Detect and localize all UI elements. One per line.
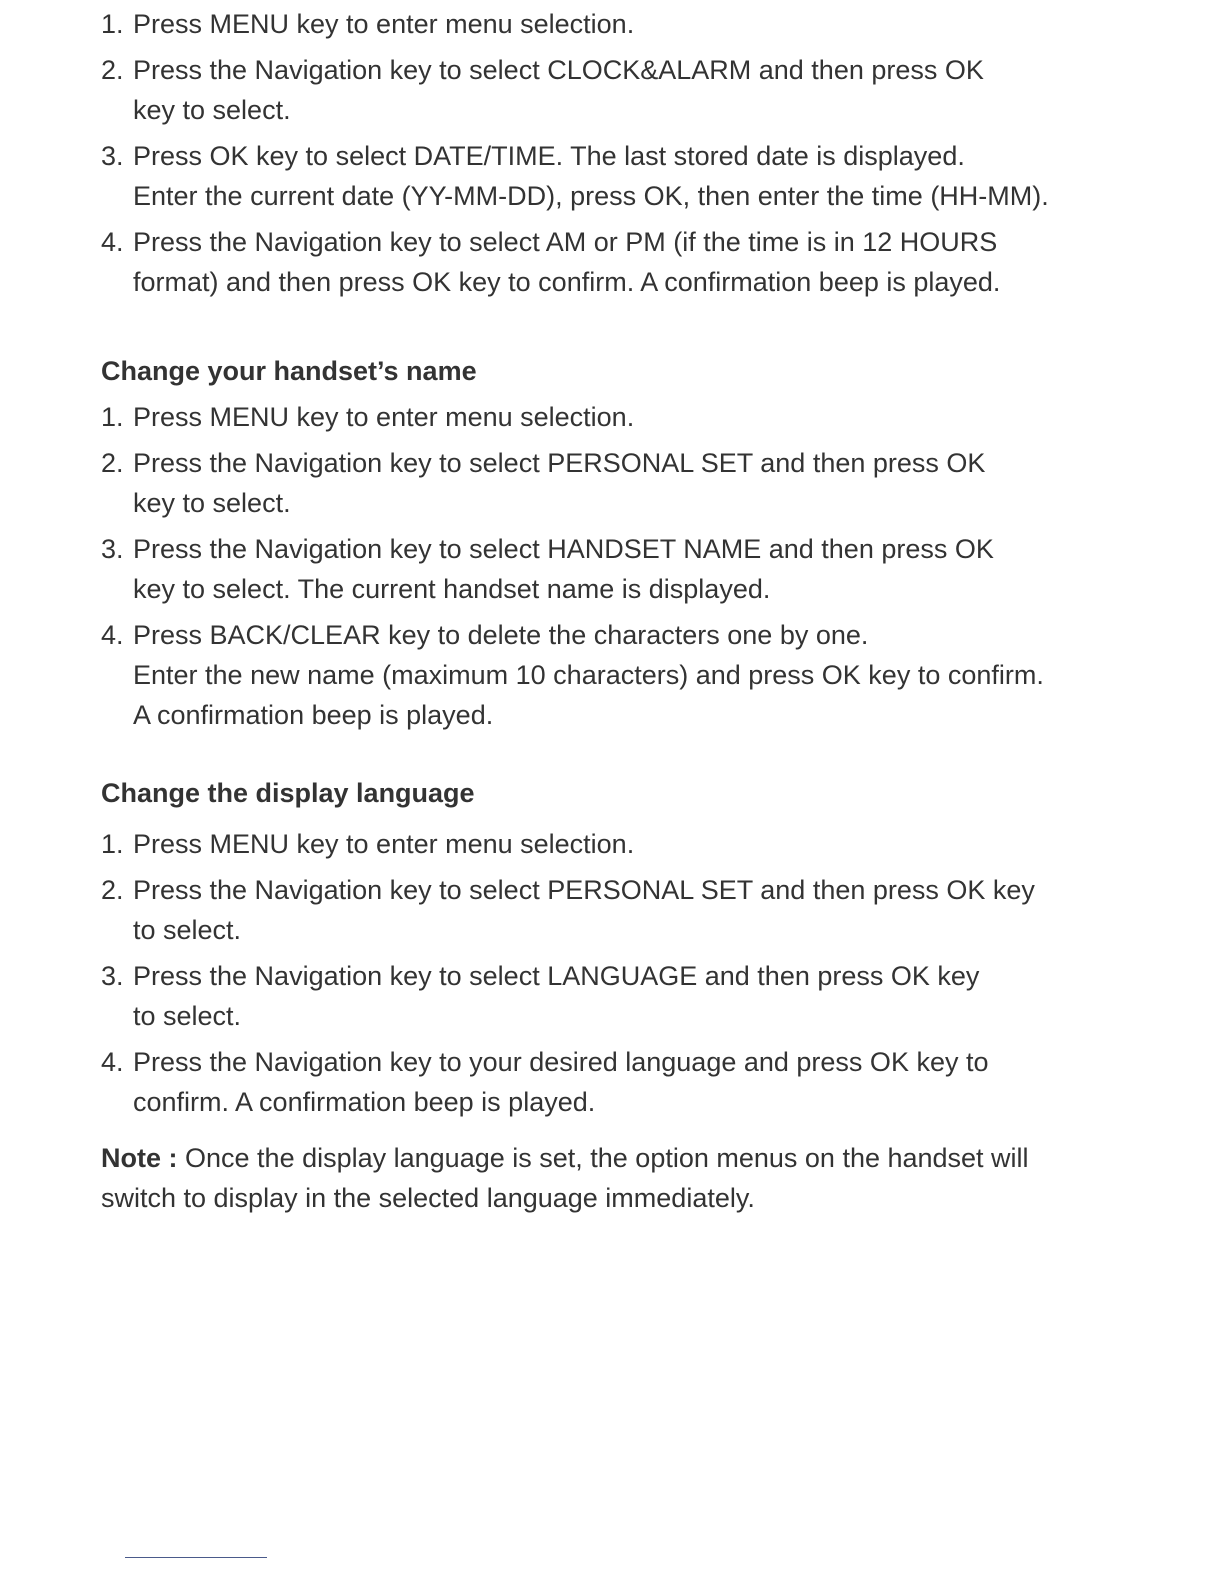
step-number: 4.: [101, 1047, 124, 1077]
language-note: [101, 1138, 1161, 1218]
step-text: format) and then press OK key to confirm. A confirmation beep is played.: [133, 267, 1001, 297]
step-number: 4.: [101, 620, 124, 650]
step-text: Press the Navigation key to your desired language and press OK key to: [133, 1047, 989, 1077]
step-number: 2.: [101, 55, 124, 85]
step-number: 1.: [101, 402, 124, 432]
step-text: Press MENU key to enter menu selection.: [133, 9, 635, 39]
date-time-step-1: [101, 4, 1161, 44]
note-text: Once the display language is set, the option menus on the handset will: [185, 1143, 1029, 1173]
step-text: Press OK key to select DATE/TIME. The last stored date is displayed.: [133, 141, 965, 171]
step-text: A confirmation beep is played.: [133, 700, 494, 730]
step-text: key to select.: [133, 95, 291, 125]
step-text: to select.: [133, 1001, 242, 1031]
step-number: 2.: [101, 875, 124, 905]
step-text: confirm. A confirmation beep is played.: [133, 1087, 596, 1117]
display-language-step-3: [101, 956, 1161, 1036]
date-time-step-3: [101, 136, 1161, 216]
step-text: key to select. The current handset name is displayed.: [133, 574, 771, 604]
step-text: Press the Navigation key to select CLOCK&ALARM and then press OK: [133, 55, 984, 85]
note-line-1: [101, 1138, 1161, 1178]
handset-name-step-1: [101, 397, 1161, 437]
step-number: 1.: [101, 9, 124, 39]
note-label: Note :: [101, 1143, 178, 1173]
step-text: Press the Navigation key to select AM or PM (if the time is in 12 HOURS: [133, 227, 998, 257]
step-text: Press the Navigation key to select LANGUAGE and then press OK key: [133, 961, 980, 991]
step-text: Press MENU key to enter menu selection.: [133, 402, 635, 432]
step-number: 3.: [101, 534, 124, 564]
step-text: key to select.: [133, 488, 291, 518]
date-time-step-4: [101, 222, 1161, 302]
step-text: Press the Navigation key to select PERSONAL SET and then press OK key: [133, 875, 1035, 905]
display-language-heading: Change the display language: [101, 778, 475, 808]
step-text: Press MENU key to enter menu selection.: [133, 829, 635, 859]
handset-name-steps: [101, 397, 1161, 741]
date-time-steps: [101, 4, 1161, 308]
step-number: 1.: [101, 829, 124, 859]
step-number: 3.: [101, 961, 124, 991]
display-language-step-1: [101, 824, 1161, 864]
handset-name-step-4: [101, 615, 1161, 735]
step-text: Enter the current date (YY-MM-DD), press OK, then enter the time (HH-MM).: [133, 181, 1049, 211]
step-text: Press BACK/CLEAR key to delete the characters one by one.: [133, 620, 869, 650]
handset-name-step-3: [101, 529, 1161, 609]
step-text: Press the Navigation key to select HANDSET NAME and then press OK: [133, 534, 994, 564]
step-text: to select.: [133, 915, 242, 945]
date-time-step-2: [101, 50, 1161, 130]
handset-name-heading: Change your handset’s name: [101, 356, 477, 386]
display-language-steps: [101, 824, 1161, 1128]
step-number: 2.: [101, 448, 124, 478]
handset-name-step-2: [101, 443, 1161, 523]
note-text: switch to display in the selected language immediately.: [101, 1183, 755, 1213]
step-text: Press the Navigation key to select PERSONAL SET and then press OK: [133, 448, 986, 478]
step-text: Enter the new name (maximum 10 characters) and press OK key to confirm.: [133, 660, 1044, 690]
step-number: 4.: [101, 227, 124, 257]
step-number: 3.: [101, 141, 124, 171]
display-language-step-4: [101, 1042, 1161, 1122]
display-language-step-2: [101, 870, 1161, 950]
footnote-divider: [125, 1557, 267, 1558]
